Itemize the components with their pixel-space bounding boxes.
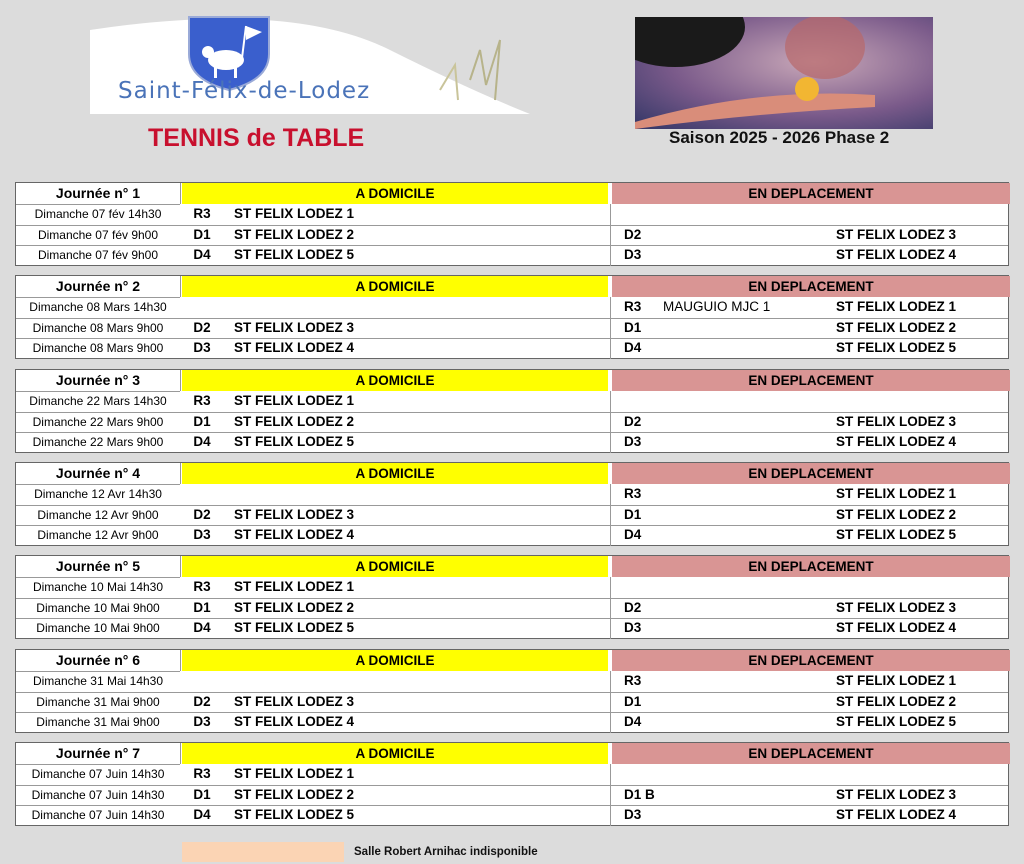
away-team: ST FELIX LODEZ 2 [836,506,957,522]
home-team: ST FELIX LODEZ 1 [234,766,355,781]
away-header: EN DEPLACEMENT [612,743,1010,764]
away-opponent: MAUGUIO MJC 1 [663,299,771,314]
journee-block [15,555,1009,639]
column-divider [180,276,181,297]
row-divider [16,432,1008,433]
match-row [16,764,1008,785]
match-row [16,225,1008,246]
away-team: ST FELIX LODEZ 1 [836,673,957,688]
journee-header [16,370,1008,391]
home-header: A DOMICILE [182,370,608,391]
away-header: EN DEPLACEMENT [612,276,1010,297]
match-row [16,712,1008,733]
match-date: Dimanche 31 Mai 9h00 [36,694,160,709]
home-header: A DOMICILE [182,556,608,577]
home-team: ST FELIX LODEZ 5 [234,620,355,635]
row-divider [16,245,1008,246]
row-divider [16,525,1008,526]
home-team: ST FELIX LODEZ 4 [234,714,355,729]
match-date: Dimanche 07 fév 14h30 [34,207,162,221]
home-team: ST FELIX LODEZ 3 [234,693,355,709]
away-level: D1 B [624,786,655,802]
match-row [16,297,1008,318]
match-row [16,412,1008,433]
away-team: ST FELIX LODEZ 4 [836,434,957,449]
row-divider [16,598,1008,599]
away-level: R3 [624,299,642,314]
away-level: D1 [624,506,642,522]
match-row [16,577,1008,598]
journee-header [16,183,1008,204]
journee-header [16,463,1008,484]
home-level: R3 [193,206,211,221]
match-date: Dimanche 10 Mai 9h00 [36,600,160,615]
column-divider [180,743,181,764]
journee-block [15,369,1009,453]
away-team: ST FELIX LODEZ 3 [836,413,957,429]
home-header: A DOMICILE [182,183,608,204]
home-level: D2 [193,319,211,335]
column-divider [610,484,611,546]
match-row [16,245,1008,266]
away-level: D1 [624,693,642,709]
column-divider [610,297,611,359]
match-date: Dimanche 22 Mars 9h00 [32,414,164,429]
match-date: Dimanche 07 Juin 14h30 [31,787,165,802]
row-divider [16,712,1008,713]
away-level: D2 [624,413,642,429]
ping-pong-image-icon [635,17,933,129]
home-team: ST FELIX LODEZ 1 [234,393,355,408]
row-divider [16,785,1008,786]
home-level: R3 [193,579,211,594]
journee-block [15,649,1009,733]
journee-block [15,182,1009,266]
away-team: ST FELIX LODEZ 1 [836,299,957,314]
journee-label: Journée n° 7 [16,743,180,765]
home-level: D1 [193,599,211,615]
match-row [16,391,1008,412]
away-level: D3 [624,807,642,822]
match-date: Dimanche 07 Juin 14h30 [31,808,165,822]
away-level: D4 [624,340,642,355]
home-level: R3 [193,766,211,781]
match-date: Dimanche 07 Juin 14h30 [31,767,165,781]
column-divider [180,463,181,484]
away-team: ST FELIX LODEZ 2 [836,319,957,335]
match-row [16,785,1008,806]
away-level: D2 [624,226,642,242]
match-row [16,805,1008,826]
away-team: ST FELIX LODEZ 1 [836,486,957,501]
home-level: D2 [193,693,211,709]
journee-label: Journée n° 4 [16,463,180,485]
away-level: D4 [624,714,642,729]
home-team: ST FELIX LODEZ 1 [234,579,355,594]
match-row [16,484,1008,505]
row-divider [16,692,1008,693]
column-divider [610,671,611,733]
match-row [16,505,1008,526]
match-date: Dimanche 08 Mars 9h00 [32,320,164,335]
column-divider [180,370,181,391]
town-name: Saint-Félix-de-Lodez [118,78,371,104]
home-team: ST FELIX LODEZ 1 [234,206,355,221]
away-team: ST FELIX LODEZ 4 [836,247,957,262]
match-date: Dimanche 07 fév 9h00 [37,248,159,262]
away-level: D1 [624,319,642,335]
home-team: ST FELIX LODEZ 4 [234,340,355,355]
table-tennis-photo [635,17,933,129]
away-header: EN DEPLACEMENT [612,463,1010,484]
row-divider [16,318,1008,319]
column-divider [180,556,181,577]
legend-text: Salle Robert Arnihac indisponible [354,846,538,858]
home-team: ST FELIX LODEZ 4 [234,527,355,542]
home-team: ST FELIX LODEZ 3 [234,506,355,522]
home-team: ST FELIX LODEZ 2 [234,413,355,429]
journee-header [16,743,1008,764]
away-header: EN DEPLACEMENT [612,183,1010,204]
away-team: ST FELIX LODEZ 4 [836,620,957,635]
away-team: ST FELIX LODEZ 5 [836,714,957,729]
match-date: Dimanche 12 Avr 9h00 [37,507,159,522]
match-date: Dimanche 07 fév 9h00 [37,227,159,242]
away-level: D3 [624,247,642,262]
home-level: D1 [193,413,211,429]
away-team: ST FELIX LODEZ 3 [836,786,957,802]
home-level: D4 [193,620,211,635]
match-date: Dimanche 22 Mars 9h00 [32,435,164,449]
row-divider [16,412,1008,413]
home-level: D3 [193,714,211,729]
match-row [16,432,1008,453]
home-header: A DOMICILE [182,650,608,671]
journee-header [16,650,1008,671]
away-level: R3 [624,673,642,688]
column-divider [610,204,611,266]
home-level: R3 [193,393,211,408]
away-header: EN DEPLACEMENT [612,650,1010,671]
away-team: ST FELIX LODEZ 5 [836,527,957,542]
home-level: D4 [193,434,211,449]
home-level: D1 [193,226,211,242]
away-team: ST FELIX LODEZ 3 [836,226,957,242]
away-level: D4 [624,527,642,542]
home-level: D1 [193,786,211,802]
away-header: EN DEPLACEMENT [612,370,1010,391]
column-divider [610,577,611,639]
journee-block [15,462,1009,546]
match-row [16,525,1008,546]
journee-label: Journée n° 1 [16,183,180,205]
away-team: ST FELIX LODEZ 5 [836,340,957,355]
home-team: ST FELIX LODEZ 3 [234,319,355,335]
row-divider [16,618,1008,619]
match-row [16,692,1008,713]
away-level: D3 [624,434,642,449]
match-row [16,204,1008,225]
home-team: ST FELIX LODEZ 2 [234,786,355,802]
home-level: D4 [193,247,211,262]
home-level: D3 [193,527,211,542]
home-level: D3 [193,340,211,355]
journee-block [15,275,1009,359]
away-team: ST FELIX LODEZ 2 [836,693,957,709]
home-header: A DOMICILE [182,743,608,764]
match-date: Dimanche 10 Mai 9h00 [36,621,160,635]
home-level: D4 [193,807,211,822]
away-level: R3 [624,486,642,501]
home-team: ST FELIX LODEZ 2 [234,226,355,242]
away-level: D3 [624,620,642,635]
away-header: EN DEPLACEMENT [612,556,1010,577]
match-date: Dimanche 08 Mars 14h30 [29,300,167,314]
home-team: ST FELIX LODEZ 5 [234,434,355,449]
journee-header [16,556,1008,577]
match-date: Dimanche 31 Mai 14h30 [32,674,164,688]
row-divider [16,225,1008,226]
journee-block [15,742,1009,826]
journee-label: Journée n° 3 [16,370,180,392]
home-team: ST FELIX LODEZ 5 [234,247,355,262]
match-date: Dimanche 31 Mai 9h00 [36,715,160,729]
match-row [16,671,1008,692]
away-team: ST FELIX LODEZ 3 [836,599,957,615]
column-divider [610,391,611,453]
legend-swatch [182,842,344,862]
match-date: Dimanche 12 Avr 9h00 [37,528,159,542]
home-header: A DOMICILE [182,463,608,484]
journee-header [16,276,1008,297]
match-row [16,338,1008,359]
home-team: ST FELIX LODEZ 2 [234,599,355,615]
match-date: Dimanche 12 Avr 14h30 [34,487,162,501]
home-team: ST FELIX LODEZ 5 [234,807,355,822]
match-date: Dimanche 10 Mai 14h30 [32,580,164,594]
match-row [16,618,1008,639]
row-divider [16,805,1008,806]
journee-label: Journée n° 5 [16,556,180,578]
column-divider [180,183,181,204]
home-level: D2 [193,506,211,522]
match-row [16,318,1008,339]
match-date: Dimanche 08 Mars 9h00 [32,341,164,355]
home-header: A DOMICILE [182,276,608,297]
journee-label: Journée n° 6 [16,650,180,672]
away-team: ST FELIX LODEZ 4 [836,807,957,822]
away-level: D2 [624,599,642,615]
row-divider [16,338,1008,339]
row-divider [16,505,1008,506]
column-divider [180,650,181,671]
match-row [16,598,1008,619]
match-date: Dimanche 22 Mars 14h30 [29,394,167,408]
page-title: TENNIS de TABLE [148,124,365,152]
column-divider [610,764,611,826]
journee-label: Journée n° 2 [16,276,180,298]
season-label: Saison 2025 - 2026 Phase 2 [669,128,890,147]
